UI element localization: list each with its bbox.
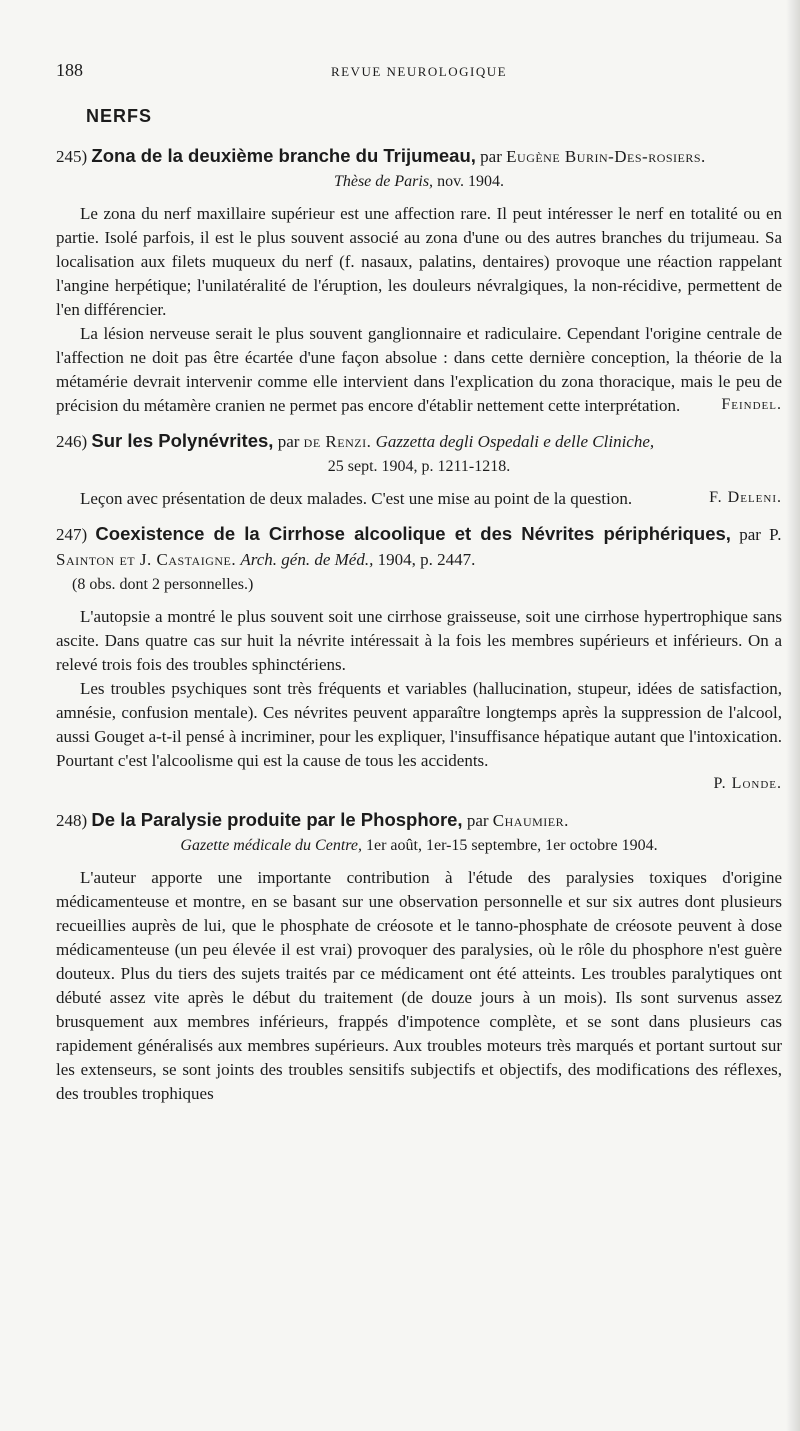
article-heading — [56, 428, 782, 479]
article-source: Thèse de Paris, — [333, 173, 434, 190]
article-by: par — [466, 811, 489, 830]
article-by: par — [480, 147, 502, 166]
article-date: 1er août, 1er-15 septembre, 1er octobre 1904. — [366, 837, 658, 854]
article-body — [56, 487, 782, 509]
article-paragraph: L'auteur apporte une importante contribution à l'étude des paralysies toxiques d'origine médicamenteuse et montre, en se basant sur une observation personnelle et sur six autres dont plusieurs recueillies auprès de lui, que le phosphate de créosote et le tanno-phosphate de créosote peuvent à dose médicamenteuse (un peu élevée il est vrai) provoquer des paralysies, où le rôle du phosphore n'est guère douteux. Plus du tiers des sujets traités par ce médicament ont été atteints. Les troubles paralytiques ont débuté assez vite après le début du traitement (de douze jours à un mois). Ils sont survenus assez brusquement aux membres inférieurs, frappés d'impotence complète, et se sont dans plusieurs cas rapidement généralisés aux membres supérieurs. Aux troubles moteurs très marqués et portant surtout sur les extenseurs, se sont joints des troubles sensitifs subjectifs et objectifs, des modifications des réflexes, des troubles trophiques — [56, 868, 782, 1103]
article-247 — [56, 521, 782, 795]
article-heading — [56, 807, 782, 858]
article-by: par — [739, 525, 761, 544]
article-source: Gazzetta degli Ospedali e delle Cliniche, — [375, 432, 655, 451]
running-head — [56, 60, 782, 86]
article-body — [56, 202, 782, 416]
article-number: 245) — [56, 147, 88, 166]
article-paragraph: L'autopsie a montré le plus souvent soit une cirrhose graisseuse, soit une cirrhose hypertrophique sans ascite. Dans quatre cas sur huit la névrite intéressait à la fois les membres supérieurs et inférieurs. On a relevé trois fois des troubles sphinctériens. — [56, 607, 782, 674]
journal-title: REVUE NEUROLOGIQUE — [330, 64, 508, 79]
page-number: 188 — [56, 60, 83, 80]
article-by: par — [277, 432, 300, 451]
article-source: Gazette médicale du Centre, — [180, 837, 362, 854]
article-number: 248) — [56, 811, 88, 830]
article-246 — [56, 428, 782, 509]
article-date: nov. 1904. — [437, 173, 505, 190]
article-signature: F. Deleni. — [709, 489, 782, 506]
page-gutter-shadow — [786, 0, 800, 1431]
article-245 — [56, 143, 782, 416]
section-heading: NERFS — [86, 106, 153, 126]
article-number: 247) — [56, 525, 88, 544]
article-title: Zona de la deuxième branche du Trijumeau, — [91, 145, 476, 166]
article-paragraph: Leçon avec présentation de deux malades. C'est une mise au point de la question. — [80, 489, 633, 508]
article-body — [56, 605, 782, 795]
article-note: (8 obs. dont 2 personnelles.) — [72, 576, 254, 593]
article-number: 246) — [56, 432, 88, 451]
article-title: De la Paralysie produite par le Phosphore, — [91, 809, 463, 830]
article-title: Sur les Polynévrites, — [91, 430, 274, 451]
article-title: Coexistence de la Cirrhose alcoolique et des Névrites périphériques, — [95, 523, 731, 544]
article-paragraph: Le zona du nerf maxillaire supérieur est une affection rare. Il peut intéresser le nerf en totalité ou en partie. Isolé parfois, il est le plus souvent associé au zona d'une ou des autres branches du trijumeau. Sa localisation aux filets muqueux du nerf (f. nasaux, palatins, dentaires) provoque une réaction rappelant l'angine herpétique; l'unilatéralité de l'éruption, les douleurs névralgiques, la non-récidive, permettent de l'en différencier. — [56, 204, 782, 319]
article-body — [56, 866, 782, 1106]
article-date: 1904, p. 2447. — [377, 550, 476, 569]
article-signature: P. Londe. — [713, 775, 782, 792]
article-source: Arch. gén. de Méd., — [240, 550, 374, 569]
article-heading — [56, 143, 782, 194]
article-248 — [56, 807, 782, 1106]
journal-page — [56, 60, 782, 1118]
article-author: Eugène Burin-Des-rosiers. — [506, 147, 706, 166]
article-paragraph: Les troubles psychiques sont très fréquents et variables (hallucination, stupeur, idées de satisfaction, amnésie, confusion mentale). Ces névrites peuvent apparaître longtemps après la suppression de l'alcool, aussi Gouget a-t-il pensé à incriminer, pour les expliquer, l'insuffisance hépatique autant que l'intoxication. Pourtant c'est l'alcoolisme qui est la cause de tous les accidents. — [56, 679, 782, 770]
article-date: 25 sept. 1904, p. 1211-1218. — [327, 458, 511, 475]
article-author: P. Sainton et J. Castaigne. — [56, 525, 782, 569]
article-author: Chaumier. — [492, 811, 569, 830]
article-author: de Renzi. — [303, 432, 372, 451]
article-heading — [56, 521, 782, 597]
article-signature: Feindel. — [721, 396, 782, 413]
article-paragraph: La lésion nerveuse serait le plus souvent ganglionnaire et radiculaire. Cependant l'origine centrale de l'affection ne doit pas être écartée d'une façon absolue : dans cette dernière conception, la théorie de la métamérie devrait intervenir comme elle intervient dans l'explication du zona thoracique, mais le peu de précision du métamère cranien ne permet pas encore d'établir nettement cette interprétation. — [56, 324, 782, 415]
